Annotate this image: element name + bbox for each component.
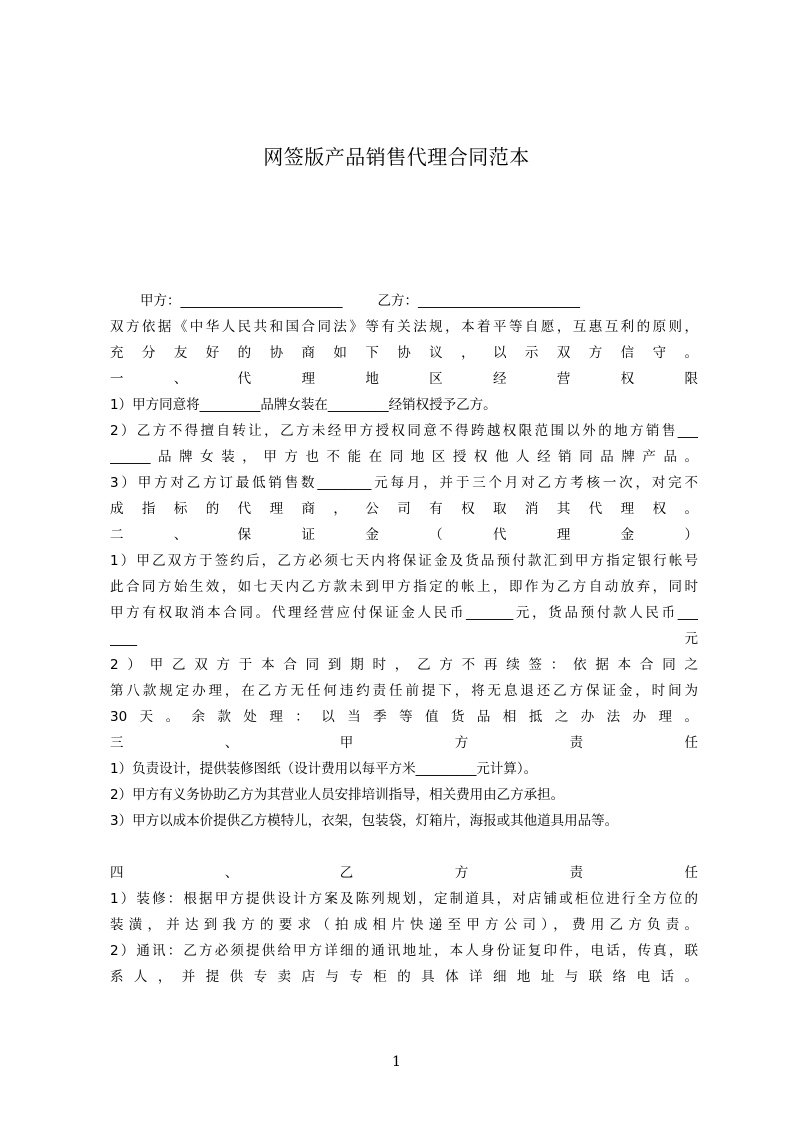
paragraph-line: 3）甲方以成本价提供乙方模特儿，衣架，包装袋，灯箱片，海报或其他道具用品等。 bbox=[110, 813, 619, 829]
section-spacer bbox=[110, 834, 698, 860]
section-heading: 三、甲方责任 bbox=[110, 735, 698, 751]
party-a-field: 甲方：________________________ bbox=[140, 293, 343, 309]
paragraph-line: 甲方有权取消本合同。代理经营应付保证金人民币_______元，货品预付款人民币___ bbox=[110, 605, 698, 621]
paragraph-line: 2）甲乙双方于本合同到期时，乙方不再续签：依据本合同之 bbox=[110, 657, 698, 673]
page-number: 1 bbox=[392, 1054, 401, 1070]
paragraph-line: 3）甲方对乙方订最低销售数________元每月，并于三个月对乙方考核一次，对完不 bbox=[110, 475, 698, 491]
paragraph-line: 2）乙方不得擅自转让，乙方未经甲方授权同意不得跨越权限范围以外的地方销售___ bbox=[110, 423, 698, 439]
paragraph-line: ____元 bbox=[110, 631, 698, 647]
paragraph-line: 成指标的代理商，公司有权取消其代理权。 bbox=[110, 501, 698, 517]
paragraph-line: 第八款规定办理，在乙方无任何违约责任前提下，将无息退还乙方保证金，时间为 bbox=[110, 683, 698, 699]
paragraph-line: 装潢，并达到我方的要求（拍成相片快递至甲方公司），费用乙方负责。 bbox=[110, 917, 698, 933]
section-heading: 二、保证金（代理金） bbox=[110, 527, 698, 543]
paragraph-line: 双方依据《中华人民共和国合同法》等有关法规，本着平等自愿，互惠互利的原则， bbox=[110, 319, 698, 335]
paragraph-line: 1）甲乙双方于签约后，乙方必须七天内将保证金及货品预付款汇到甲方指定银行帐号 bbox=[110, 553, 698, 569]
paragraph-line: 30天。余款处理：以当季等值货品相抵之办法办理。 bbox=[110, 709, 698, 725]
section-heading: 四、乙方责任 bbox=[110, 865, 698, 881]
paragraph-line: 2）通讯：乙方必须提供给甲方详细的通讯地址，本人身份证复印件，电话，传真，联 bbox=[110, 943, 698, 959]
paragraph-line: 此合同方始生效，如七天内乙方款未到甲方指定的帐上，即作为乙方自动放弃，同时 bbox=[110, 579, 698, 595]
paragraph-line: ______品牌女装，甲方也不能在同地区授权他人经销同品牌产品。 bbox=[110, 449, 698, 465]
paragraph-line: 系人，并提供专卖店与专柜的具体详细地址与联络电话。 bbox=[110, 969, 698, 985]
document-title: 网签版产品销售代理合同范本 bbox=[263, 145, 530, 169]
paragraph-line: 1）负责设计，提供装修图纸（设计费用以每平方米_________元计算）。 bbox=[110, 761, 538, 777]
section-heading: 一、代理地区经营权限 bbox=[110, 371, 698, 387]
parties-line bbox=[110, 288, 698, 314]
paragraph-line: 充分友好的协商如下协议，以示双方信守。 bbox=[110, 345, 698, 361]
paragraph-line: 1）装修：根据甲方提供设计方案及陈列规划，定制道具，对店铺或柜位进行全方位的 bbox=[110, 891, 698, 907]
paragraph-line: 2）甲方有义务协助乙方为其营业人员安排培训指导，相关费用由乙方承担。 bbox=[110, 787, 565, 803]
document-body bbox=[110, 288, 698, 990]
paragraph-line: 1）甲方同意将_________品牌女装在_________经销权授予乙方。 bbox=[110, 397, 497, 413]
party-b-field: 乙方：________________________ bbox=[377, 293, 580, 309]
